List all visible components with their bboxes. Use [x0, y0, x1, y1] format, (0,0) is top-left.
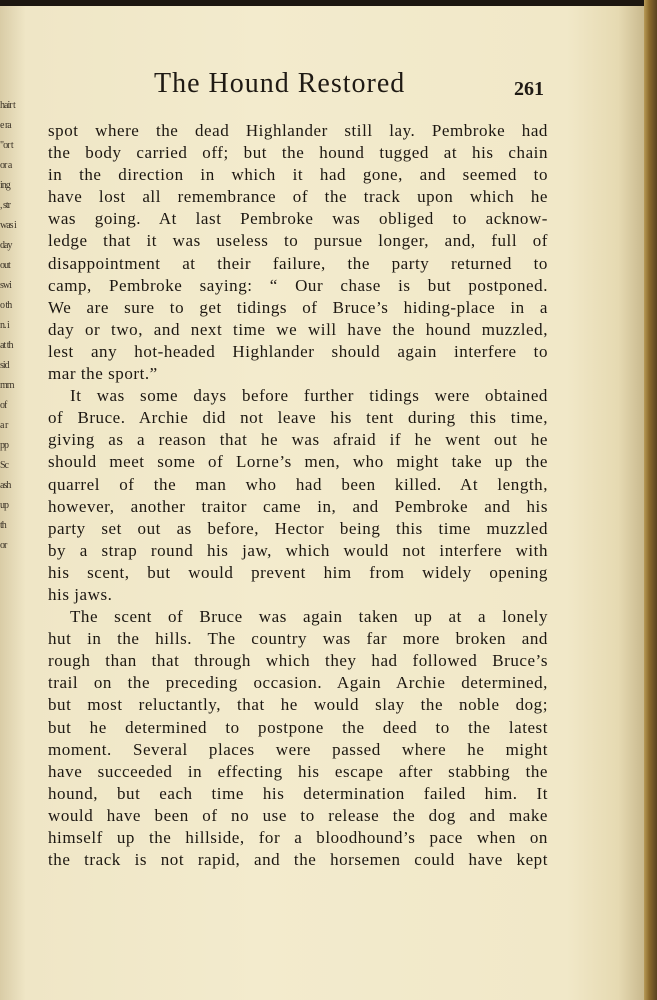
text-line: have succeeded in effecting his escape after stabbing the	[48, 761, 548, 781]
book-fore-edge	[644, 0, 657, 1000]
gutter-fragment: e ra	[0, 120, 11, 131]
gutter-fragment: mm	[0, 380, 14, 391]
text-line: was going. At last Pembroke was obliged to acknow-	[48, 209, 548, 229]
gutter-fragment: Sc	[0, 460, 8, 471]
text-line: party set out as before, Hector being this time muzzled	[48, 518, 548, 538]
text-line: giving as a reason that he was afraid if he went out he	[48, 430, 548, 450]
text-line: the body carried off; but the hound tugged at his chain	[48, 143, 548, 163]
text-line: would have been of no use to release the dog and make	[48, 805, 548, 825]
text-line: but most reluctantly, that he would slay the noble dog;	[48, 695, 548, 715]
gutter-fragment: up	[0, 500, 8, 511]
running-title: The Hound Restored	[154, 68, 406, 99]
text-line: lest any hot-headed Highlander should again interfere to	[48, 341, 548, 361]
text-line: We are sure to get tidings of Bruce’s hiding-place in a	[48, 297, 548, 317]
text-line: the track is not rapid, and the horsemen could have kept	[48, 850, 548, 870]
gutter-fragment: th	[0, 520, 6, 531]
page-number: 261	[514, 78, 544, 100]
text-line: The scent of Bruce was again taken up at a lonely	[70, 607, 548, 627]
text-line: ledge that it was useless to pursue longer, and, full of	[48, 231, 548, 251]
gutter-fragment: "or t	[0, 140, 13, 151]
body-text	[48, 120, 548, 871]
gutter-fragment: swi	[0, 280, 11, 291]
gutter-fragment: at th	[0, 340, 13, 351]
text-line: It was some days before further tidings were obtained	[70, 386, 548, 406]
book-page	[0, 6, 644, 1000]
gutter-fragment: ash	[0, 480, 11, 491]
text-line: trail on the preceding occasion. Again Archie determined,	[48, 673, 548, 693]
gutter-fragment: was i	[0, 220, 16, 231]
gutter-fragment: , str	[0, 200, 10, 211]
text-line: but he determined to postpone the deed to the latest	[48, 717, 548, 737]
text-line: mar the sport.”	[48, 364, 158, 384]
gutter-fragment: ing	[0, 180, 10, 191]
gutter-fragment: out	[0, 260, 10, 271]
text-line: hound, but each time his determination failed him. It	[48, 783, 548, 803]
text-line: quarrel of the man who had been killed. At length,	[48, 474, 548, 494]
text-line: disappointment at their failure, the party returned to	[48, 253, 548, 273]
text-line: camp, Pembroke saying: “ Our chase is but postponed.	[48, 275, 548, 295]
text-line: in the direction in which it had gone, and seemed to	[48, 165, 548, 185]
text-line: himself up the hillside, for a bloodhound’s pace when on	[48, 828, 548, 847]
gutter-fragment: pp	[0, 440, 8, 451]
text-line: his jaws.	[48, 584, 113, 604]
gutter-fragment: sid	[0, 360, 9, 371]
gutter-fragment: or a	[0, 160, 12, 171]
gutter-fragment: n. i	[0, 320, 9, 331]
gutter-fragment: or	[0, 540, 7, 551]
text-line: moment. Several places were passed where he might	[48, 739, 548, 759]
text-line: have lost all remembrance of the track upon which he	[48, 187, 548, 207]
gutter-fragment: hair t	[0, 100, 15, 111]
text-line: rough than that through which they had followed Bruce’s	[48, 651, 548, 671]
running-header	[48, 68, 548, 108]
gutter-fragment: of	[0, 400, 7, 411]
gutter-fragment: a r	[0, 420, 8, 431]
text-line: spot where the dead Highlander still lay. Pembroke had	[48, 121, 548, 140]
text-line: however, another traitor came in, and Pembroke and his	[48, 496, 548, 516]
gutter-fragment: day	[0, 240, 12, 251]
text-line: of Bruce. Archie did not leave his tent during this time,	[48, 408, 548, 428]
text-line: hut in the hills. The country was far more broken and	[48, 629, 548, 649]
facing-page-gutter	[0, 96, 14, 816]
text-line: day or two, and next time we will have the hound muzzled,	[48, 319, 548, 339]
text-line: his scent, but would prevent him from widely opening	[48, 562, 548, 582]
gutter-fragment: o th	[0, 300, 12, 311]
text-line: by a strap round his jaw, which would not interfere with	[48, 540, 548, 560]
text-line: should meet some of Lorne’s men, who might take up the	[48, 452, 548, 472]
